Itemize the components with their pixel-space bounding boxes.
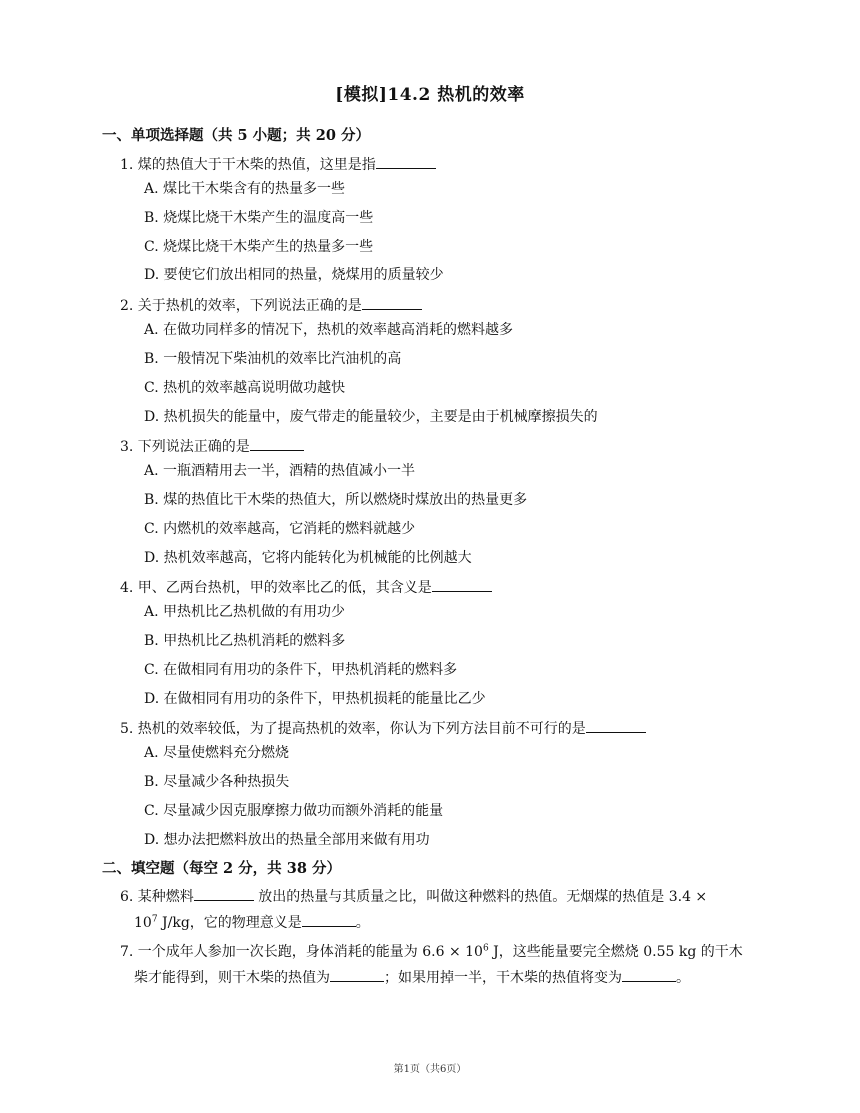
option-c[interactable]: C. 在做相同有用功的条件下，甲热机消耗的燃料多 [144,662,458,678]
exponent: 7 [151,914,158,925]
option-d[interactable]: D. 要使它们放出相同的热量，烧煤用的质量较少 [144,267,444,283]
page-title: [模拟]14.2 热机的效率 [335,85,525,105]
option-d[interactable]: D. 想办法把燃料放出的热量全部用来做有用功 [144,832,430,848]
question-1 [120,154,436,174]
question-text: ；如果用掉一半，干木柴的热值将变为 [384,970,622,986]
question-6-line2 [134,912,774,932]
answer-blank[interactable] [376,154,436,169]
answer-blank[interactable] [194,886,254,901]
question-stem: 2. 关于热机的效率，下列说法正确的是 [120,298,362,314]
question-text: 柴才能得到，则干木柴的热值为 [134,970,330,986]
option-a[interactable]: A. 在做功同样多的情况下，热机的效率越高消耗的燃料越多 [144,322,514,338]
option-a[interactable]: A. 一瓶酒精用去一半，酒精的热值减小一半 [144,463,416,479]
question-text: 10 [134,915,152,931]
answer-blank[interactable] [302,912,356,927]
option-b[interactable]: B. 尽量减少各种热损失 [144,774,290,790]
option-d[interactable]: D. 在做相同有用功的条件下，甲热机损耗的能量比乙少 [144,691,486,707]
question-text: 。 [676,970,690,986]
question-4 [120,577,492,597]
question-stem: 3. 下列说法正确的是 [120,439,250,455]
option-d[interactable]: D. 热机效率越高，它将内能转化为机械能的比例越大 [144,550,472,566]
option-b[interactable]: B. 煤的热值比干木柴的热值大，所以燃烧时煤放出的热量更多 [144,492,528,508]
question-6-line1 [120,886,707,906]
option-c[interactable]: C. 内燃机的效率越高，它消耗的燃料就越少 [144,521,416,537]
answer-blank[interactable] [250,436,304,451]
question-stem: 4. 甲、乙两台热机，甲的效率比乙的低，其含义是 [120,580,432,596]
option-c[interactable]: C. 热机的效率越高说明做功越快 [144,380,346,396]
option-a[interactable]: A. 甲热机比乙热机做的有用功少 [144,604,346,620]
question-text: J，这些能量要完全燃烧 0.55 kg 的干木 [488,944,743,960]
question-text: J/kg，它的物理意义是 [157,915,302,931]
question-stem: 5. 热机的效率较低，为了提高热机的效率，你认为下列方法目前不可行的是 [120,721,586,737]
exponent: 6 [482,943,489,954]
page-footer: 第1页（共6页） [393,1064,467,1075]
question-text: 。 [355,915,370,931]
option-a[interactable]: A. 尽量使燃料充分燃烧 [144,745,290,761]
option-a[interactable]: A. 煤比干木柴含有的热量多一些 [144,181,346,197]
question-text: 7. 一个成年人参加一次长跑，身体消耗的能量为 6.6 × 10 [120,944,483,960]
question-text: 放出的热量与其质量之比，叫做这种燃料的热值。无烟煤的热值是 3.4 × [253,889,708,905]
section-heading-fill: 二、填空题（每空 2 分，共 38 分） [102,860,341,877]
question-2 [120,295,422,315]
question-3 [120,436,304,456]
option-d[interactable]: D. 热机损失的能量中，废气带走的能量较少，主要是由于机械摩擦损失的 [144,409,598,425]
section-heading-choice: 一、单项选择题（共 5 小题；共 20 分） [102,127,370,144]
question-7-line2 [134,967,774,987]
option-b[interactable]: B. 甲热机比乙热机消耗的燃料多 [144,633,346,649]
answer-blank[interactable] [622,967,676,982]
answer-blank[interactable] [432,577,492,592]
option-b[interactable]: B. 烧煤比烧干木柴产生的温度高一些 [144,210,374,226]
question-7-line1 [120,941,743,961]
question-5 [120,718,646,738]
question-text: 6. 某种燃料 [120,889,194,905]
option-c[interactable]: C. 尽量减少因克服摩擦力做功而额外消耗的能量 [144,803,444,819]
option-b[interactable]: B. 一般情况下柴油机的效率比汽油机的高 [144,351,402,367]
option-c[interactable]: C. 烧煤比烧干木柴产生的热量多一些 [144,239,374,255]
answer-blank[interactable] [362,295,422,310]
answer-blank[interactable] [330,967,384,982]
question-stem: 1. 煤的热值大于干木柴的热值，这里是指 [120,157,376,173]
answer-blank[interactable] [586,718,646,733]
